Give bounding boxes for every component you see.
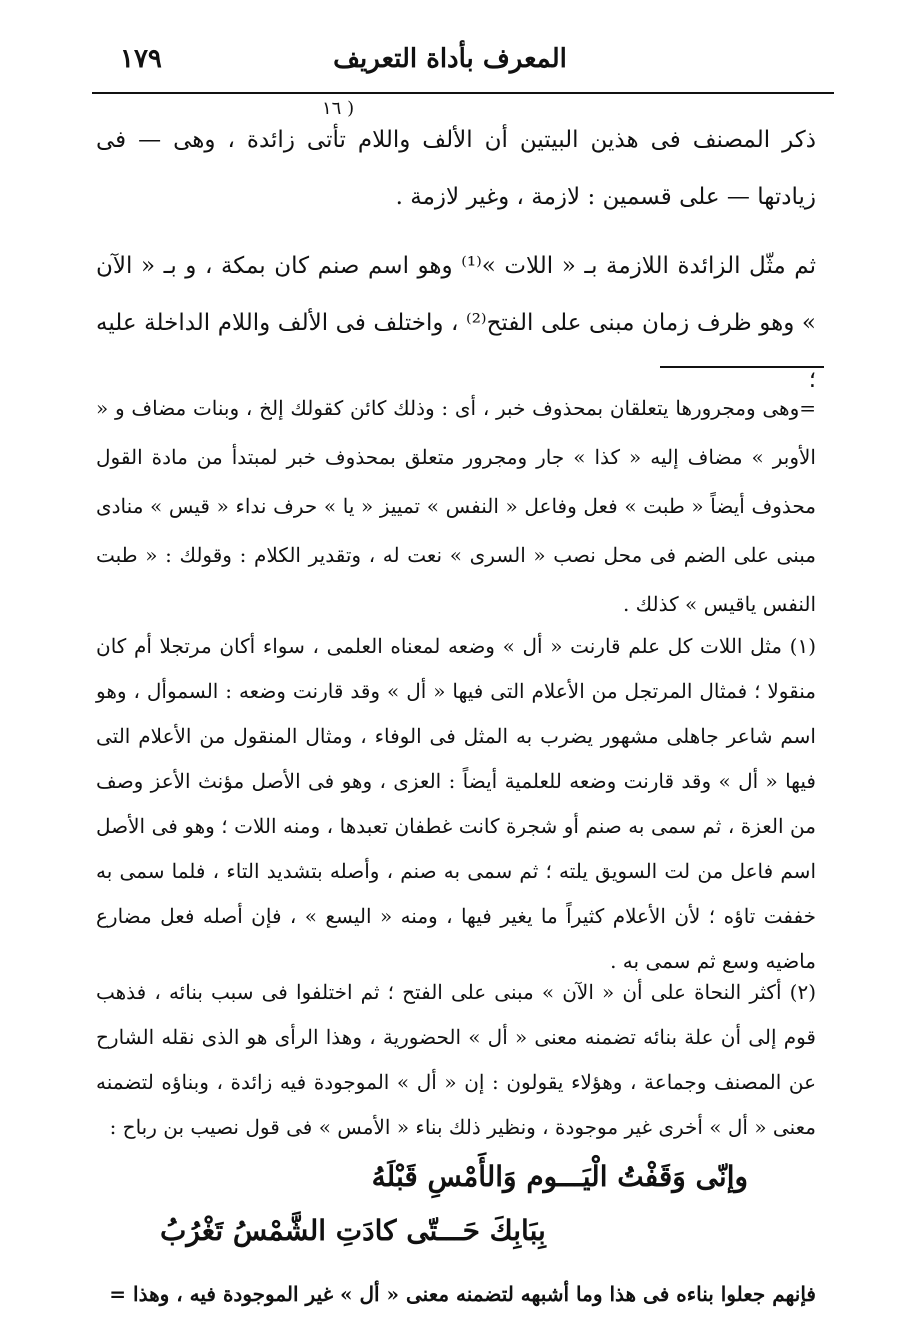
main-paragraph-1: ذكر المصنف فى هذين البيتين أن الألف واللام تأتى زائدة ، وهى — فى زيادتها — على قسمين : لازمة ، وغير لازمة . bbox=[96, 127, 816, 210]
closing-line: فإنهم جعلوا بناءه فى هذا وما أشبهه لتضمنه معنى « أل » غير الموجودة فيه ، وهذا = bbox=[109, 1282, 816, 1306]
running-head-title: المعرف بأداة التعريف bbox=[333, 44, 567, 74]
header-divider bbox=[92, 92, 834, 94]
margin-note: ( ١٦ bbox=[322, 98, 355, 119]
footnote-2: (٢) أكثر النحاة على أن « الآن » مبنى على الفتح ؛ ثم اختلفوا فى سبب بنائه ، فذهب قوم إلى أن علة بنائه تضمنه معنى « أل » الحضورية ، وهذا الرأى هو الذى نقله الشارح عن المصنف وجماعة ، وهؤلاء يقولون : إن « أل » الموجودة فيه زائدة ، وبناؤه لتضمنه معنى « أل » أخرى غير موجودة ، ونظير ذلك بناء « الأمس » فى قول نصيب بن رباح : bbox=[96, 980, 816, 1139]
commentary-paragraph: =وهى ومجرورها يتعلقان بمحذوف خبر ، أى : وذلك كائن كقولك إلخ ، وبنات مضاف و « الأوبر » مضاف إليه « كذا » جار ومجرور متعلق بمحذوف خبر لمبتدأ من مادة القول محذوف أيضاً « طبت » فعل وفاعل « النفس » تمييز « يا » حرف نداء « قيس » منادى مبنى على الضم فى محل نصب « السرى » نعت له ، وتقدير الكلام : وقولك : « طبت النفس ياقيس » كذلك . bbox=[96, 396, 816, 616]
footnote-1: (١) مثل اللات كل علم قارنت « أل » وضعه لمعناه العلمى ، سواء أكان مرتجلا أم كان منقولا ؛ فمثال المرتجل من الأعلام التى فيها « أل » وقد قارنت وضعه : السموأل ، وهو اسم شاعر جاهلى مشهور يضرب به المثل فى الوفاء ، ومثال المنقول من الأعلام التى فيها « أل » وقد قارنت وضعه للعلمية أيضاً : العزى ، وهو فى الأصل مؤنث الأعز وصف من العزة ، ثم سمى به صنم أو شجرة كانت غطفان تعبدها ، ومنه اللات ؛ وهو فى الأصل اسم فاعل من لت السويق يلته ؛ ثم سمى به صنم ، وأصله بتشديد التاء ، فلما سمى به خففت تاؤه ؛ لأن الأعلام كثيراً ما يغير فيها ، ومنه « اليسع » ، فإن أصله فعل مضارع ماضيه وسع ثم سمى به . bbox=[96, 634, 816, 973]
verse-first-hemistich: وإنّى وَقَفْتُ الْيَـــوم وَالأَمْسِ قَبْلَهُ bbox=[371, 1160, 748, 1193]
verse-second-hemistich: بِبَابِكَ حَـــتّى كادَتِ الشَّمْسُ تَغْرُبُ bbox=[160, 1214, 546, 1247]
footnote-divider bbox=[660, 366, 824, 368]
page-number: ١٧٩ bbox=[120, 44, 162, 74]
main-paragraph-2: ثم مثّل الزائدة اللازمة بـ « اللات »⁽¹⁾ وهو اسم صنم كان بمكة ، و بـ « الآن » وهو ظرف زمان مبنى على الفتح⁽²⁾ ، واختلف فى الألف واللام الداخلة عليه ؛ bbox=[96, 253, 817, 393]
